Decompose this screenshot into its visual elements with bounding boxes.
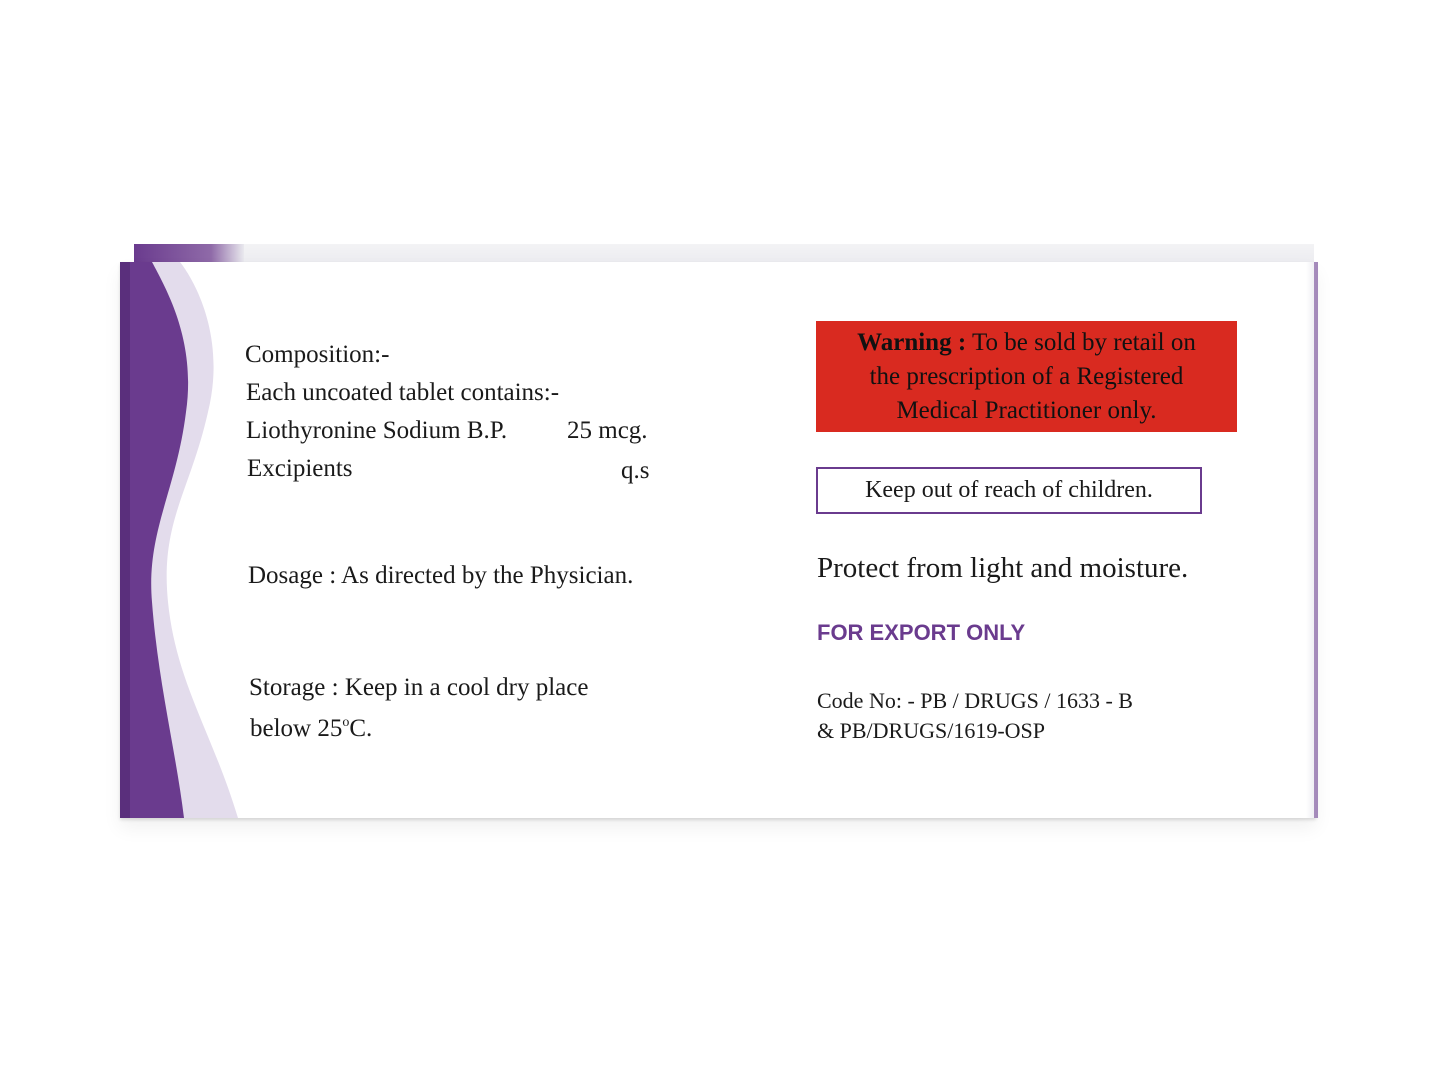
purple-wave-graphic bbox=[120, 262, 240, 818]
code-number bbox=[817, 686, 1133, 746]
degree-symbol: o bbox=[342, 715, 350, 730]
excipients-label: Excipients bbox=[247, 455, 353, 482]
code-line-1: Code No: - PB / DRUGS / 1633 - B bbox=[817, 688, 1133, 713]
export-notice: FOR EXPORT ONLY bbox=[817, 620, 1026, 645]
storage-temp-suffix: C. bbox=[349, 715, 373, 742]
composition-heading: Composition:- bbox=[245, 341, 390, 368]
code-line-2: & PB/DRUGS/1619-OSP bbox=[817, 718, 1046, 743]
excipients-amount: q.s bbox=[621, 457, 650, 484]
box-right-edge bbox=[1306, 262, 1318, 818]
warning-line-3: Medical Practitioner only. bbox=[896, 397, 1157, 424]
dosage-text: Dosage : As directed by the Physician. bbox=[248, 562, 634, 589]
storage-line-2 bbox=[250, 704, 372, 748]
ingredient-name: Liothyronine Sodium B.P. bbox=[246, 417, 508, 444]
warning-text-1: To be sold by retail on bbox=[971, 329, 1196, 356]
warning-line-2: the prescription of a Registered bbox=[869, 363, 1184, 390]
warning-line-1 bbox=[816, 326, 1237, 360]
protect-notice: Protect from light and moisture. bbox=[817, 552, 1189, 584]
composition-line: Each uncoated tablet contains:- bbox=[246, 379, 560, 406]
warning-label: Warning : bbox=[857, 329, 967, 356]
storage-line-1: Storage : Keep in a cool dry place bbox=[249, 674, 589, 701]
storage-temp-prefix: below 25 bbox=[250, 715, 343, 742]
ingredient-amount: 25 mcg. bbox=[567, 417, 648, 444]
warning-box bbox=[816, 321, 1237, 432]
children-notice: Keep out of reach of children. bbox=[816, 467, 1202, 514]
